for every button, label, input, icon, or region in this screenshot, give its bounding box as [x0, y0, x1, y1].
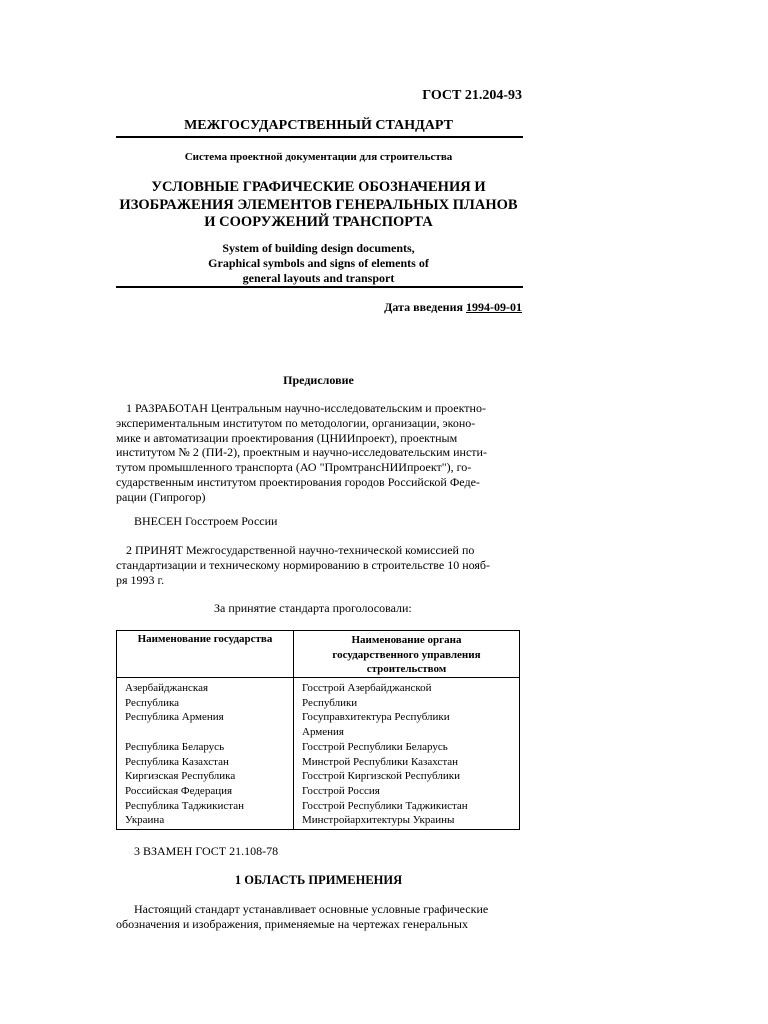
table-row [117, 813, 520, 829]
title-en-line: general layouts and transport [242, 270, 395, 285]
table-row [117, 678, 520, 711]
table-row [117, 784, 520, 799]
title-en-line: System of building design documents, [222, 241, 415, 255]
title-ru-line: ИЗОБРАЖЕНИЯ ЭЛЕМЕНТОВ ГЕНЕРАЛЬНЫХ ПЛАНОВ [119, 196, 518, 213]
organ-name: Армения [302, 726, 344, 739]
table-row [117, 755, 520, 770]
foreword-p1 [116, 401, 521, 505]
section1-heading: 1 ОБЛАСТЬ ПРИМЕНЕНИЯ [234, 873, 403, 887]
title-en-line: Graphical symbols and signs of elements of [208, 255, 429, 270]
text-line: 1 РАЗРАБОТАН Центральным научно-исследовательским и проектно- [126, 401, 486, 415]
intro-date-label: Дата введения [384, 300, 463, 314]
state-name: Российская Федерация [125, 784, 233, 797]
system-title-ru: Система проектной документации для строительства [184, 151, 453, 163]
text-line: институтом № 2 (ПИ-2), проектным и научно-исследовательским инсти- [116, 445, 487, 460]
state-name: Республика Беларусь [125, 740, 225, 753]
text-line: ря 1993 г. [116, 572, 165, 587]
state-name: Республика Казахстан [125, 755, 229, 768]
text-line: тутом промышленного транспорта (АО "ПромтрансНИИпроект"), го- [116, 460, 472, 475]
state-name: Республика Армения [125, 711, 224, 724]
standard-type: МЕЖГОСУДАРСТВЕННЫЙ СТАНДАРТ [184, 118, 453, 133]
title-ru [110, 179, 527, 232]
title-ru-line: УСЛОВНЫЕ ГРАФИЧЕСКИЕ ОБОЗНАЧЕНИЯ И [151, 179, 486, 195]
intro-date-value: 1994-09-01 [466, 300, 522, 314]
organ-name: Минстрой Республики Казахстан [302, 755, 459, 768]
states-table [116, 630, 520, 830]
foreword-p2 [116, 543, 521, 587]
organ-name: Госстрой Киргизской Республики [302, 770, 460, 783]
table-row [117, 769, 520, 784]
section1-p1 [116, 902, 521, 932]
title-bottom-rule [116, 286, 523, 288]
doc-number: ГОСТ 21.204-93 [422, 88, 522, 103]
state-name: Республика Таджикистан [125, 799, 244, 812]
state-name: Киргизская Республика [125, 770, 236, 783]
state-name: Азербайджанская [125, 682, 209, 694]
intro-date-line [300, 300, 522, 315]
col-organ-header-line: Наименование органа [351, 634, 462, 646]
text-line: обозначения и изображения, применяемые на чертежах генеральных [116, 916, 468, 931]
text-line: экспериментальным институтом по методологии, организации, эконо- [116, 415, 476, 430]
col-organ-header [294, 631, 520, 678]
organ-name: Минстройархитектуры Украины [302, 814, 455, 827]
vote-caption: За принятие стандарта проголосовали: [214, 601, 412, 615]
organ-name: Госстрой Республики Беларусь [302, 740, 448, 753]
col-organ-header-line: строительством [366, 663, 447, 675]
text-line: 2 ПРИНЯТ Межгосударственной научно-технической комиссией по [126, 543, 475, 557]
text-line: Настоящий стандарт устанавливает основные условные графические [134, 902, 489, 916]
foreword-vnesen: ВНЕСЕН Госстроем России [134, 514, 278, 528]
col-organ-header-line: государственного управления [332, 648, 481, 661]
organ-name: Госстрой Республики Таджикистан [302, 799, 468, 812]
table-row [117, 740, 520, 755]
table-row [117, 710, 520, 739]
organ-name: Госуправхитектура Республики [302, 711, 450, 724]
text-line: сударственным институтом проектирования городов Российской Феде- [116, 474, 480, 489]
top-rule [116, 136, 523, 138]
state-name: Украина [125, 814, 165, 827]
foreword-p3: 3 ВЗАМЕН ГОСТ 21.108-78 [134, 844, 279, 858]
organ-name: Республики [302, 696, 358, 709]
foreword-heading: Предисловие [283, 373, 354, 387]
table-row [117, 799, 520, 814]
text-line: мике и автоматизации проектирования (ЦНИИпроект), проектным [116, 430, 458, 445]
organ-name: Госстрой Азербайджанской [302, 682, 432, 694]
title-ru-line: И СООРУЖЕНИЙ ТРАНСПОРТА [204, 214, 433, 230]
text-line: рации (Гипрогор) [116, 489, 206, 504]
title-en [116, 241, 521, 285]
organ-name: Госстрой Россия [302, 784, 380, 797]
state-name: Республика [125, 696, 180, 709]
table-header-row [117, 631, 520, 678]
col-state-header: Наименование государства [117, 631, 294, 678]
text-line: стандартизации и техническому нормированию в строительстве 10 нояб- [116, 557, 491, 572]
